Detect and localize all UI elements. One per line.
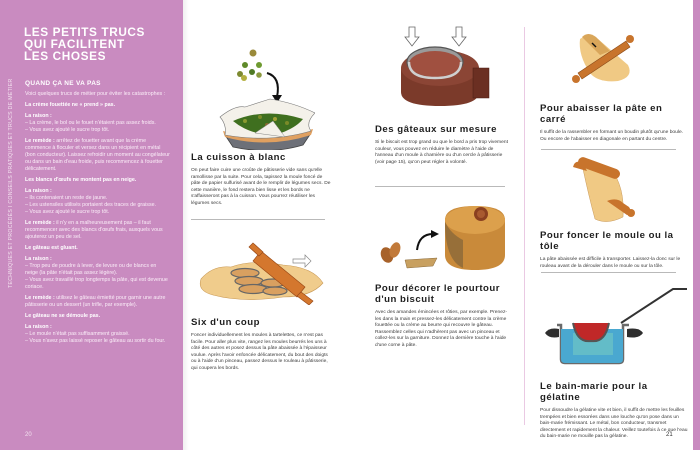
problem-heading: Les blancs d'œufs ne montent pas en neige. bbox=[25, 177, 137, 183]
almond-cake-illustration bbox=[375, 200, 505, 275]
section-six-d-un-coup bbox=[191, 317, 331, 373]
problem-remedy: Le remède : utilisez le gâteau émietté pour garnir une autre pâtisserie ou un dessert (un trifle, par exemple). bbox=[25, 295, 166, 308]
gutter-shadow bbox=[183, 0, 189, 450]
section-decorer-pourtour bbox=[375, 283, 510, 350]
section-title: La cuisson à blanc bbox=[191, 152, 286, 163]
section-body: Il suffit de la rassembler en formant un boudin plutôt qu'une boule. Ou encore de l'abaisser en diagonale en partant du centre. bbox=[540, 130, 684, 142]
problem-reason: La raison : – Le moule n'était pas suffisamment graissé. – Vous n'avez pas laissé reposer le gâteau au sortir du four. bbox=[25, 324, 166, 344]
section-body: Si le biscuit est trop grand ou que le bord a pris trop vivement couleur, vous pouvez en réduire le diamètre à l'aide de l'anneau d'un moule à charnière ou d'un cercle à pâtisserie (voir page 15), qu'on peut régler à volonté. bbox=[375, 140, 508, 165]
dough-on-pin-illustration bbox=[567, 157, 637, 225]
problem-remedy: Le remède : il n'y en a malheureusement pas – il faut recommencer avec des blancs d'œufs frais, auxquels vous ajouterez un peu de sel. bbox=[25, 220, 163, 240]
cake-ring-illustration bbox=[395, 22, 495, 112]
page-number-right: 21 bbox=[666, 432, 673, 438]
divider bbox=[541, 272, 676, 273]
problem-heading: La crème fouettée ne « prend » pas. bbox=[25, 102, 116, 108]
section-title: Pour abaisser la pâte en carré bbox=[540, 103, 663, 125]
section-body: Foncer individuellement les moules à tartelettes, ce n'est pas facile. Pour aller plus vite, rangez les moules beurrés les uns à côté des autres et posez dessus la pâte abaissée à l'épaisseur voulue. Après l'avoir enfoncée délicatement, du bout des doigts ou à l'aide d'un pinceau, passez dessus le rouleau à pâtisserie, qui coupera les bords. bbox=[191, 333, 328, 371]
page-number-left: 20 bbox=[25, 432, 32, 438]
problem-reason: La raison : – Trop peu de poudre à lever, de levure ou de blancs en neige (la pâte n'était pas assez légère). – Vous avez travaillé trop longtemps la pâte, qui est devenue coriace. bbox=[25, 256, 168, 290]
section-title: Pour décorer le pourtour d'un biscuit bbox=[375, 283, 501, 305]
divider bbox=[541, 149, 676, 150]
problem-reason: La raison : – Ils contenaient un reste de jaune. – Les ustensiles utilisés portaient des traces de graisse. – Vous avez ajouté le sucre trop tôt. bbox=[25, 188, 157, 215]
column-border bbox=[524, 27, 525, 425]
problem-remedy: Le remède : arrêtez de fouetter avant que la crème commence à floculer et versez dans un récipient en métal (bon conducteur). Laissez refroidir un moment au congélateur ou dans un bain d'eau froide, puis recommencez à fouetter délicatement. bbox=[25, 138, 170, 172]
section-body: On peut faire cuire une croûte de pâtisserie vide sans qu'elle ramollisse par la suite. Pour cela, tapissez la moule foncé de pâte de papier sulfurisé avant de le remplir de légumes secs. De cette manière, le fond restera bien lisse et les bords ne s'affaisseront pas à la cuisson. Vous pourrez réutiliser les légumes secs. bbox=[191, 168, 331, 206]
intro-text: Voici quelques trucs de métier pour éviter les catastrophes : bbox=[25, 91, 166, 97]
section-title: Pour foncer le moule ou la tôle bbox=[540, 230, 674, 252]
bain-marie-illustration bbox=[543, 283, 693, 373]
divider bbox=[191, 219, 325, 220]
section-cuisson-a-blanc bbox=[191, 152, 331, 208]
right-edge-strip bbox=[693, 0, 700, 450]
tart-pan-illustration bbox=[215, 25, 315, 150]
rolling-pin-dough-illustration bbox=[568, 25, 638, 83]
subtitle: QUAND ÇA NE VA PAS bbox=[25, 80, 101, 87]
divider bbox=[375, 186, 505, 187]
troubleshooting-content bbox=[25, 80, 170, 349]
section-abaisser-carre bbox=[540, 103, 690, 143]
section-body: Pour dissoudre la gélatine vite et bien, il suffit de mettre les feuilles trempées et bien essorées dans une louche qu'on pose dans un bain-marie frémissant. Le métal, bon conducteur, transmet directement et rapidement la chaleur. Veillez toutefois à ce que l'eau du bain-marie ne mouille pas la gélatine. bbox=[540, 408, 688, 440]
page-title: LES PETITS TRUCS QUI FACILITENT LES CHOSES bbox=[24, 25, 146, 63]
section-gateaux-sur-mesure bbox=[375, 124, 510, 166]
problem-heading: Le gâteau ne se démoule pas. bbox=[25, 313, 101, 319]
problem-heading: Le gâteau est gluant. bbox=[25, 245, 78, 251]
section-title: Six d'un coup bbox=[191, 317, 261, 328]
left-page bbox=[0, 0, 183, 450]
section-body: Avec des amandes émincées et rôties, par exemple. Prenez-les dans la main et pressez-les délicatement contre la crème fouettée ou la crème au beurre qui recouvre le gâteau. Rassemblez celles qui n'adhèrent pas avec un pinceau et collez-les sur la garniture. Donnez la dernière touche à l'aide d'une corne à pâte. bbox=[375, 310, 508, 348]
tartlet-molds-illustration bbox=[193, 237, 333, 305]
section-title: Des gâteaux sur mesure bbox=[375, 124, 497, 135]
section-foncer-moule bbox=[540, 230, 690, 270]
chapter-vertical-label: TECHNIQUES ET PROCÉDÉS I CONSEILS PRATIQUES ET TRUCS DE MÉTIER bbox=[8, 78, 14, 288]
problem-reason: La raison : – La crème, le bol ou le fouet n'étaient pas assez froids. – Vous avez ajouté le sucre trop tôt. bbox=[25, 113, 156, 133]
section-title: Le bain-marie pour la gélatine bbox=[540, 381, 648, 403]
section-body: La pâte abaissée est difficile à transporter. Laissez-la donc sur le rouleau avant de la dérouler dans le moule ou sur la tôle. bbox=[540, 257, 681, 269]
